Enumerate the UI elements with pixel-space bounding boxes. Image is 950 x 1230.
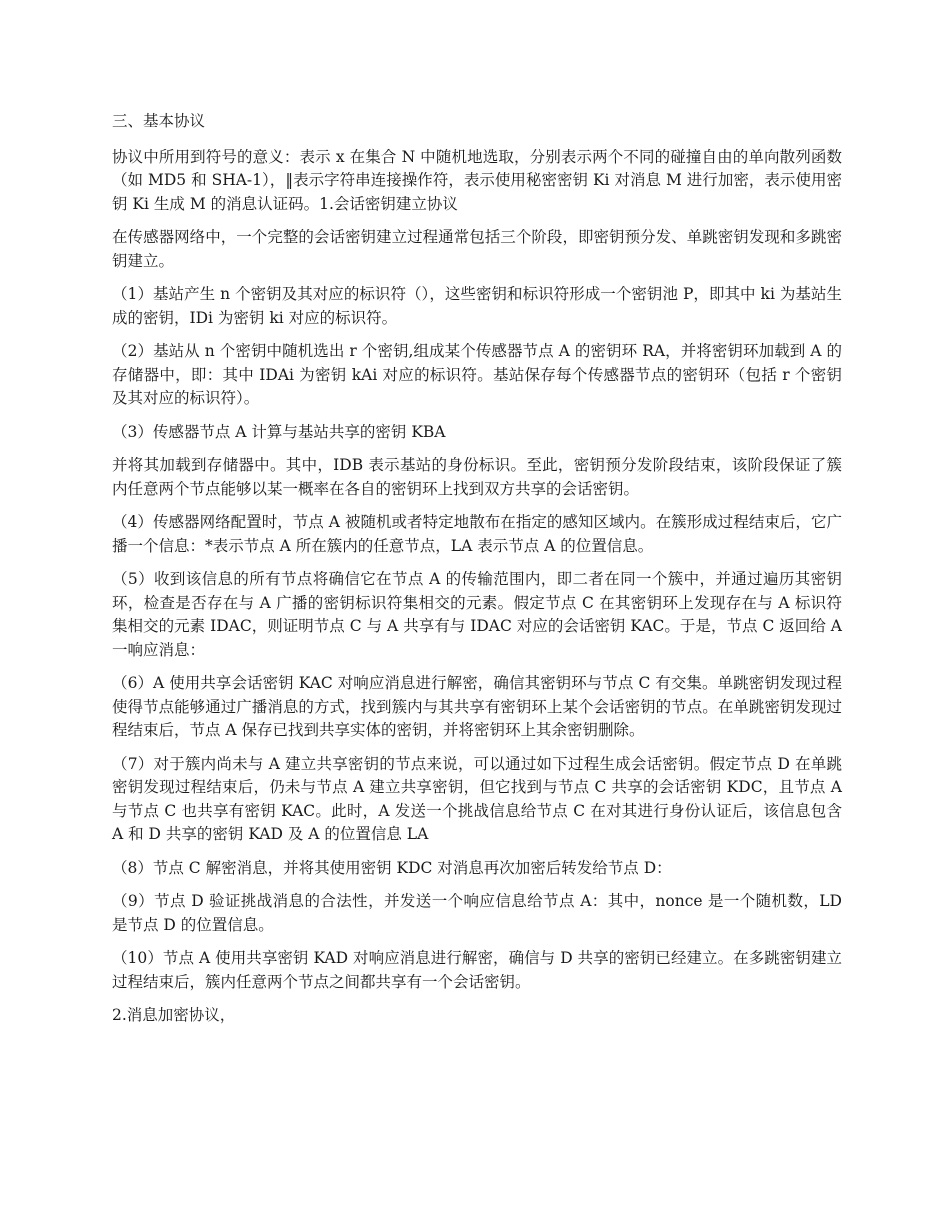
paragraph-step-5: （5）收到该信息的所有节点将确信它在节点 A 的传输范围内，即二者在同一个簇中，并通过遍历其密钥环，检查是否存在与 A 广播的密钥标识符集相交的元素。假定节点 C 在其密钥环上发现存在与 A 标识符集相交的元素 IDAC，则证明节点 C 与 A 共享有与 IDAC 对应的会话密钥 KAC。于是，节点 C 返回给 A 一响应消息： [112,570,842,659]
paragraph-step-3-cont: 并将其加载到存储器中。其中，IDB 表示基站的身份标识。至此，密钥预分发阶段结束，该阶段保证了簇内任意两个节点能够以某一概率在各自的密钥环上找到双方共享的会话密钥。 [112,456,842,498]
paragraph-step-4: （4）传感器网络配置时，节点 A 被随机或者特定地散布在指定的感知区域内。在簇形成过程结束后，它广播一个信息：*表示节点 A 所在簇内的任意节点，LA 表示节点 A 的位置信息。 [112,513,842,555]
paragraph-step-9: （9）节点 D 验证挑战消息的合法性，并发送一个响应信息给节点 A：其中，nonce 是一个随机数，LD 是节点 D 的位置信息。 [112,892,842,934]
paragraph-step-3: （3）传感器节点 A 计算与基站共享的密钥 KBA [112,422,446,441]
paragraph-step-6: （6）A 使用共享会话密钥 KAC 对响应消息进行解密，确信其密钥环与节点 C 有交集。单跳密钥发现过程使得节点能够通过广播消息的方式，找到簇内与其共享有密钥环上某个会话密钥的节点。在单跳密钥发现过程结束后，节点 A 保存已找到共享实体的密钥，并将密钥环上其余密钥删除。 [112,674,842,739]
paragraph-step-10: （10）节点 A 使用共享密钥 KAD 对响应消息进行解密，确信与 D 共享的密钥已经建立。在多跳密钥建立过程结束后，簇内任意两个节点之间都共享有一个会话密钥。 [112,949,842,991]
paragraph-symbols: 协议中所用到符号的意义：表示 x 在集合 N 中随机地选取，分别表示两个不同的碰撞自由的单向散列函数（如 MD5 和 SHA-1），‖表示字符串连接操作符，表示使用秘密密钥 Ki 对消息 M 进行加密，表示使用密钥 Ki 生成 M 的消息认证码。1.会话密钥建立协议 [112,147,842,213]
document-page [112,110,842,1038]
paragraph-step-2: （2）基站从 n 个密钥中随机选出 r 个密钥,组成某个传感器节点 A 的密钥环 RA，并将密钥环加载到 A 的存储器中，即：其中 IDAi 为密钥 kAi 对应的标识符。基站保存每个传感器节点的密钥环（包括 r 个密钥及其对应的标识符）。 [112,342,842,407]
section-heading: 三、基本协议 [112,112,206,130]
paragraph-step-8: （8）节点 C 解密消息，并将其使用密钥 KDC 对消息再次加密后转发给节点 D： [112,858,672,877]
paragraph-message-encryption: 2.消息加密协议， [112,1006,236,1024]
paragraph-step-1: （1）基站产生 n 个密钥及其对应的标识符（），这些密钥和标识符形成一个密钥池 P，即其中 ki 为基站生成的密钥，IDi 为密钥 ki 对应的标识符。 [112,285,842,327]
paragraph-step-7: （7）对于簇内尚未与 A 建立共享密钥的节点来说，可以通过如下过程生成会话密钥。假定节点 D 在单跳密钥发现过程结束后，仍未与节点 A 建立共享密钥，但它找到与节点 C 共享的会话密钥 KDC，且节点 A 与节点 C 也共享有密钥 KAC。此时，A 发送一个挑战信息给节点 C 在对其进行身份认证后，该信息包含 A 和 D 共享的密钥 KAD 及 A 的位置信息 LA [112,754,842,843]
paragraph-overview: 在传感器网络中，一个完整的会话密钥建立过程通常包括三个阶段，即密钥预分发、单跳密钥发现和多跳密钥建立。 [112,228,842,270]
